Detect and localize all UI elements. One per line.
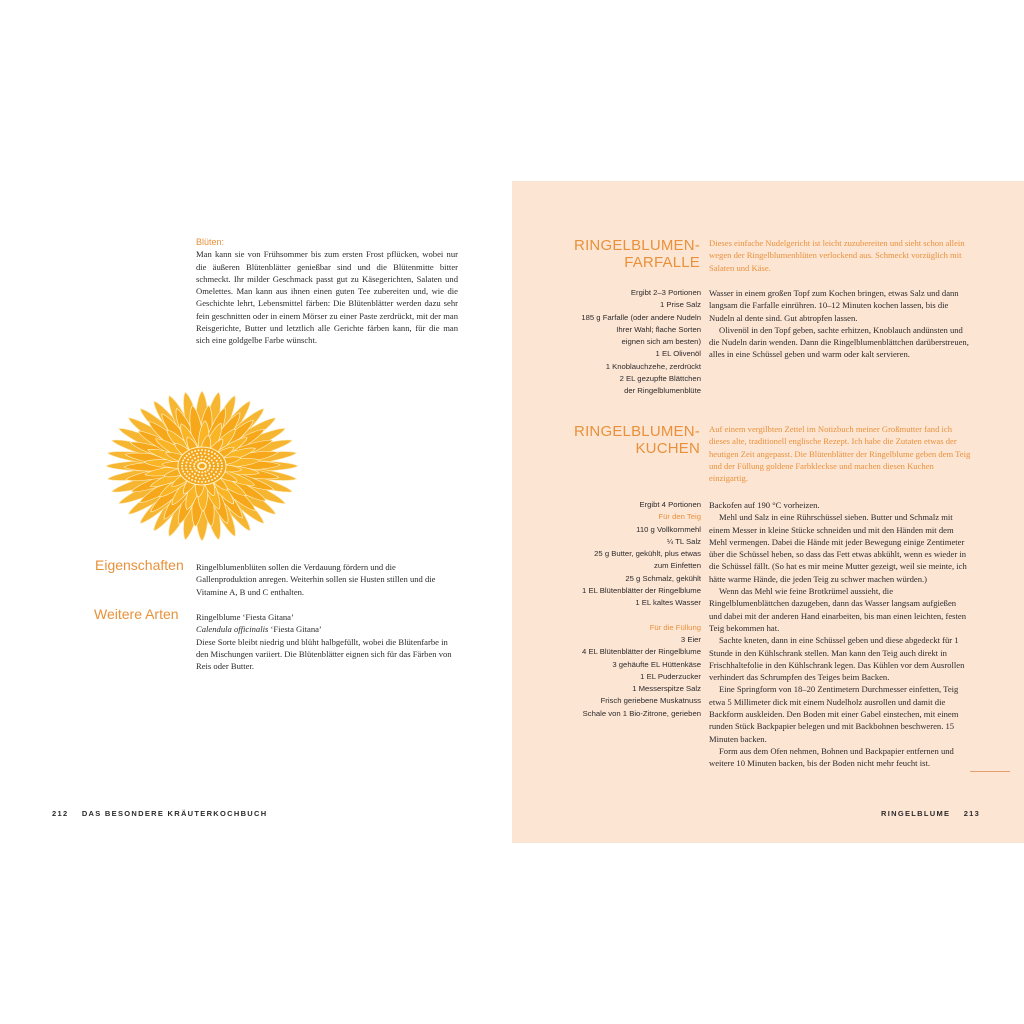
flower-stamen bbox=[186, 455, 188, 457]
flower-stamen bbox=[200, 452, 202, 454]
flower-stamen bbox=[211, 459, 213, 461]
flower-stamen bbox=[216, 455, 218, 457]
method-paragraph: Mehl und Salz in eine Rührschüssel sieben. Butter und Schmalz mit einem Messer in kleine Stücke schneiden und mit den Händen mit dem Mehl vermengen. Dabei die Hände mit jeder Bewegung einige Zentimeter über die Schüssel heben, so dass das Fett etwas abkühlt, wenn es wieder in die Schüssel fällt. (So hat es mir meine Mutter gezeigt, weil sie meinte, ich hätte warme Hände, die jeden Teig zu schwer machen würden.) bbox=[709, 512, 967, 584]
flower-stamen bbox=[214, 453, 216, 455]
blueten-text: Man kann sie von Frühsommer bis zum ersten Frost pflücken, wobei nur die äußeren Blütenblätter genießbar sind und die Blütenmitte bitter schmeckt. Ihr milder Geschmack passt gut zu Käsegerichten, Salaten und Omelettes. Man kann aus ihnen einen guten Tee zubereiten und, wie die Geschichte lehrt, Lebensmittel färben: Die Blütenblätter werden dazu sehr fein geschnitten oder in einem Mörser zu einer Paste zerdrückt, mit der man Reisgerichte, Butter und letztlich alle Gerichte färben kann, für die man sich eine goldgelbe Farbe wünscht. bbox=[196, 249, 458, 346]
flower-stamen bbox=[212, 462, 214, 464]
flower-stamen bbox=[201, 471, 203, 473]
ingredient-line: 1 Messerspitze Salz bbox=[632, 684, 701, 694]
flower-stamen bbox=[193, 465, 195, 467]
flower-stamen bbox=[194, 480, 196, 482]
flower-stamen bbox=[217, 465, 219, 467]
flower-stamen bbox=[198, 449, 200, 451]
ingredient-line: zum Einfetten bbox=[653, 561, 701, 571]
blueten-section bbox=[196, 236, 458, 347]
variety-text: Diese Sorte bleibt niedrig und blüht halbgefüllt, wobei die Blütenfarbe in den Mischungen variiert. Die Blütenblätter eignen sich für das Färben von Reis oder Butter. bbox=[196, 636, 452, 672]
ingredient-line: 25 g Schmalz, gekühlt bbox=[625, 573, 701, 583]
running-title-left: DAS BESONDERE KRÄUTERKOCHBUCH bbox=[81, 809, 268, 818]
fuellung-label: Für die Füllung bbox=[649, 622, 701, 632]
flower-stamen bbox=[195, 461, 197, 463]
flower-stamen bbox=[195, 477, 197, 479]
weitere-arten-section bbox=[196, 611, 458, 672]
flower-stamen bbox=[194, 450, 196, 452]
ingredient-line: 1 Prise Salz bbox=[659, 300, 701, 310]
calendula-flower-illustration bbox=[104, 388, 300, 544]
flower-stamen bbox=[221, 468, 223, 470]
method-paragraph: Wasser in einem großen Topf zum Kochen bringen, etwas Salz und dann langsam die Farfalle einrühren. 10–12 Minuten kochen lassen, bis die Nudeln al dente sind. Gut abtropfen lassen. bbox=[709, 288, 959, 323]
ingredient-line: 3 gehäufte EL Hüttenkäse bbox=[612, 659, 701, 669]
right-folio bbox=[881, 809, 980, 818]
flower-stamen bbox=[211, 451, 213, 453]
flower-stamen bbox=[181, 468, 183, 470]
ingredient-line: Ihrer Wahl; flache Sorten bbox=[616, 324, 701, 334]
flower-stamen bbox=[182, 460, 184, 462]
flower-stamen bbox=[202, 468, 204, 470]
flower-stamen bbox=[213, 474, 215, 476]
recipe1-title: RINGELBLUMEN- FARFALLE bbox=[574, 237, 700, 271]
ingredient-line: 2 EL gezupfte Blättchen bbox=[619, 374, 701, 384]
variety-botanical-name: Calendula officinalis ‘Fiesta Gitana’ bbox=[196, 624, 322, 635]
eigenschaften-text: Ringelblumenblüten sollen die Verdauung fördern und die Gallenproduktion anregen. Weiterhin sollen sie Husten stillen und die Vitamine A, B und C enthalten. bbox=[196, 562, 436, 597]
flower-stamen bbox=[205, 474, 207, 476]
flower-stamen bbox=[187, 471, 189, 473]
flower-stamen bbox=[188, 453, 190, 455]
teig-label: Für den Teig bbox=[658, 512, 701, 522]
blueten-heading: Blüten: bbox=[196, 237, 225, 247]
flower-stamen bbox=[201, 475, 203, 477]
recipe1-intro: Dieses einfache Nudelgericht ist leicht zuzubereiten und sieht schon allein wegen der Ringelblumenblüten verlockend aus. Schmeckt vorzüglich mit Salaten und Käse. bbox=[709, 238, 965, 273]
flower-stamen bbox=[217, 468, 219, 470]
flower-stamen bbox=[191, 451, 193, 453]
flower-stamen bbox=[213, 465, 215, 467]
flower-stamen bbox=[197, 456, 199, 458]
ingredient-line: Ergibt 2–3 Portionen bbox=[630, 288, 701, 297]
flower-stamen bbox=[211, 455, 213, 457]
ingredient-line: Schale von 1 Bio-Zitrone, gerieben bbox=[582, 708, 701, 718]
recipe2-title: RINGELBLUMEN- KUCHEN bbox=[574, 423, 700, 457]
ingredient-line: 1 EL Olivenöl bbox=[655, 349, 701, 359]
flower-stamen bbox=[201, 481, 203, 483]
flower-stamen bbox=[212, 468, 214, 470]
ingredient-line: 110 g Vollkornmehl bbox=[636, 524, 701, 534]
flower-stamen bbox=[200, 462, 202, 464]
flower-stamen bbox=[220, 460, 222, 462]
flower-stamen bbox=[208, 467, 210, 469]
recipe1-ingredients bbox=[520, 287, 701, 398]
flower-stamen bbox=[190, 468, 192, 470]
flower-stamen bbox=[189, 473, 191, 475]
flower-stamen bbox=[198, 481, 200, 483]
flower-stamen bbox=[215, 471, 217, 473]
method-paragraph: Form aus dem Ofen nehmen, Bohnen und Backpapier entfernen und weitere 10 Minuten backen, bis der Boden nicht mehr feucht ist. bbox=[709, 745, 954, 769]
flower-stamen bbox=[204, 468, 206, 470]
flower-stamen bbox=[196, 453, 198, 455]
flower-stamen bbox=[217, 463, 219, 465]
flower-stamen bbox=[197, 474, 199, 476]
method-paragraph: Eine Springform von 18–20 Zentimetern Durchmesser einfetten, Teig etwa 5 Millimeter dick mit einem Nudelholz ausrollen und damit die Backform auskleiden. Den Boden mit einer Gabel einstechen, mit einem runden Stück Backpapier belegen und mit Backbohnen beschweren. 15 Minuten backen. bbox=[709, 684, 959, 744]
flower-stamen bbox=[214, 477, 216, 479]
flower-stamen bbox=[182, 471, 184, 473]
ingredient-line: Frisch geriebene Muskatnuss bbox=[600, 696, 701, 706]
flower-stamen bbox=[193, 463, 195, 465]
flower-stamen bbox=[201, 455, 203, 457]
flower-stamen bbox=[192, 475, 194, 477]
left-folio bbox=[52, 809, 267, 818]
flower-stamen bbox=[191, 479, 193, 481]
flower-stamen bbox=[197, 459, 199, 461]
flower-stamen bbox=[184, 457, 186, 459]
flower-stamen bbox=[181, 465, 183, 467]
flower-stamen bbox=[211, 471, 213, 473]
ingredient-line: 1 Knoblauchzehe, zerdrückt bbox=[605, 361, 701, 371]
flower-stamen bbox=[205, 464, 207, 466]
page-number-right: 213 bbox=[963, 809, 981, 818]
flower-stamen bbox=[208, 453, 210, 455]
flower-stamen bbox=[205, 449, 207, 451]
flower-stamen bbox=[206, 460, 208, 462]
flower-stamen bbox=[218, 473, 220, 475]
flower-stamen bbox=[208, 462, 210, 464]
flower-stamen bbox=[188, 477, 190, 479]
running-title-right: RINGELBLUME bbox=[881, 809, 951, 818]
flower-stamen bbox=[189, 465, 191, 467]
flower-stamen bbox=[218, 457, 220, 459]
ingredient-line: 185 g Farfalle (oder andere Nudeln bbox=[581, 312, 701, 322]
flower-stamen bbox=[221, 462, 223, 464]
recipe2-intro: Auf einem vergilbten Zettel im Notizbuch meiner Großmutter fand ich dieses alte, traditionell englische Rezept. Ich habe die Zutaten etwas der heutigen Zeit angepasst. Die Blütenblätter der Ringelblume geben dem Teig und der Füllung goldene Farbkleckse und machen diesen Kuchen einzigartig. bbox=[709, 424, 971, 484]
flower-stamen bbox=[191, 459, 193, 461]
method-paragraph: Olivenöl in den Topf geben, sachte erhitzen, Knoblauch andünsten und die Nudeln darin wenden. Dann die Ringelblumenblättchen darüberstreuen, alles in eine Schüssel geben und warm oder kalt servieren. bbox=[709, 324, 969, 360]
page-number-left: 212 bbox=[52, 809, 69, 818]
flower-stamen bbox=[208, 480, 210, 482]
ingredient-line: ¼ TL Salz bbox=[666, 536, 701, 546]
flower-stamen bbox=[203, 459, 205, 461]
flower-stamen bbox=[184, 473, 186, 475]
method-paragraph: Backofen auf 190 °C vorheizen. bbox=[709, 500, 820, 510]
method-paragraph: Wenn das Mehl wie feine Brotkrümel aussieht, die Ringelblumenblättchen dazugeben, dann das Wasser langsam aufgießen und dabei mit der anderen Hand einarbeiten, bis man einen leichten, festen Teig bekommen hat. bbox=[709, 586, 966, 633]
flower-stamen bbox=[194, 473, 196, 475]
flower-stamen bbox=[186, 475, 188, 477]
flower-stamen bbox=[216, 475, 218, 477]
flower-stamen bbox=[186, 462, 188, 464]
flower-stamen bbox=[211, 479, 213, 481]
flower-stamen bbox=[199, 462, 201, 464]
flower-stamen bbox=[204, 452, 206, 454]
ingredient-line: 1 EL Blütenblätter der Ringelblume bbox=[582, 586, 701, 596]
recipe1-method bbox=[709, 287, 971, 361]
flower-stamen bbox=[205, 481, 207, 483]
flower-stamen bbox=[191, 471, 193, 473]
weitere-arten-heading: Weitere Arten bbox=[94, 606, 179, 622]
flower-stamen bbox=[207, 469, 209, 471]
flower-stamen bbox=[200, 459, 202, 461]
flower-stamen bbox=[204, 471, 206, 473]
recipe2-method bbox=[709, 499, 971, 770]
flower-stamen bbox=[185, 468, 187, 470]
flower-stamen bbox=[216, 460, 218, 462]
flower-stamen bbox=[190, 462, 192, 464]
flower-stamen bbox=[208, 457, 210, 459]
recipe2-ingredients bbox=[510, 499, 701, 720]
flower-stamen bbox=[198, 471, 200, 473]
flower-stamen bbox=[181, 462, 183, 464]
flower-stamen bbox=[220, 471, 222, 473]
flower-stamen bbox=[201, 449, 203, 451]
flower-stamen bbox=[205, 456, 207, 458]
flower-stamen bbox=[199, 478, 201, 480]
ingredient-line: 1 EL Puderzucker bbox=[640, 671, 701, 681]
flower-stamen bbox=[210, 476, 212, 478]
variety-name: Ringelblume ‘Fiesta Gitana’ bbox=[196, 612, 294, 622]
eigenschaften-heading: Eigenschaften bbox=[95, 557, 184, 573]
flower-stamen bbox=[196, 470, 198, 472]
flower-stamen bbox=[207, 477, 209, 479]
method-paragraph: Sachte kneten, dann in eine Schüssel geben und diese abgedeckt für 1 Stunde in den Kühlschrank stellen. Man kann den Teig auch direkt in Frischhaltefolie in den Kühlschrank legen. Das Kühlen vor dem Ausrollen verhindert das Schrumpfen des Teiges beim Backen. bbox=[709, 635, 965, 683]
flower-stamen bbox=[185, 465, 187, 467]
flower-stamen bbox=[209, 464, 211, 466]
ingredient-line: eignen sich am besten) bbox=[621, 337, 701, 347]
flower-stamen bbox=[208, 473, 210, 475]
flower-stamen bbox=[194, 468, 196, 470]
flower-stamen bbox=[208, 450, 210, 452]
ingredient-line: 25 g Butter, gekühlt, plus etwas bbox=[594, 549, 701, 559]
ingredient-line: 3 Eier bbox=[680, 634, 701, 644]
ingredient-line: 1 EL kaltes Wasser bbox=[635, 598, 701, 608]
ingredient-line: 4 EL Blütenblätter der Ringelblume bbox=[582, 647, 701, 657]
portions: Ergibt 4 Portionen bbox=[639, 500, 701, 509]
continuation-rule bbox=[970, 771, 1010, 772]
flower-stamen bbox=[194, 457, 196, 459]
flower-stamen bbox=[187, 459, 189, 461]
flower-stamen bbox=[203, 478, 205, 480]
flower-stamen bbox=[193, 454, 195, 456]
flower-stamen bbox=[190, 456, 192, 458]
flower-stamen bbox=[214, 457, 216, 459]
ingredient-line: der Ringelblumenblüte bbox=[624, 386, 701, 396]
flower-stamen bbox=[221, 465, 223, 467]
